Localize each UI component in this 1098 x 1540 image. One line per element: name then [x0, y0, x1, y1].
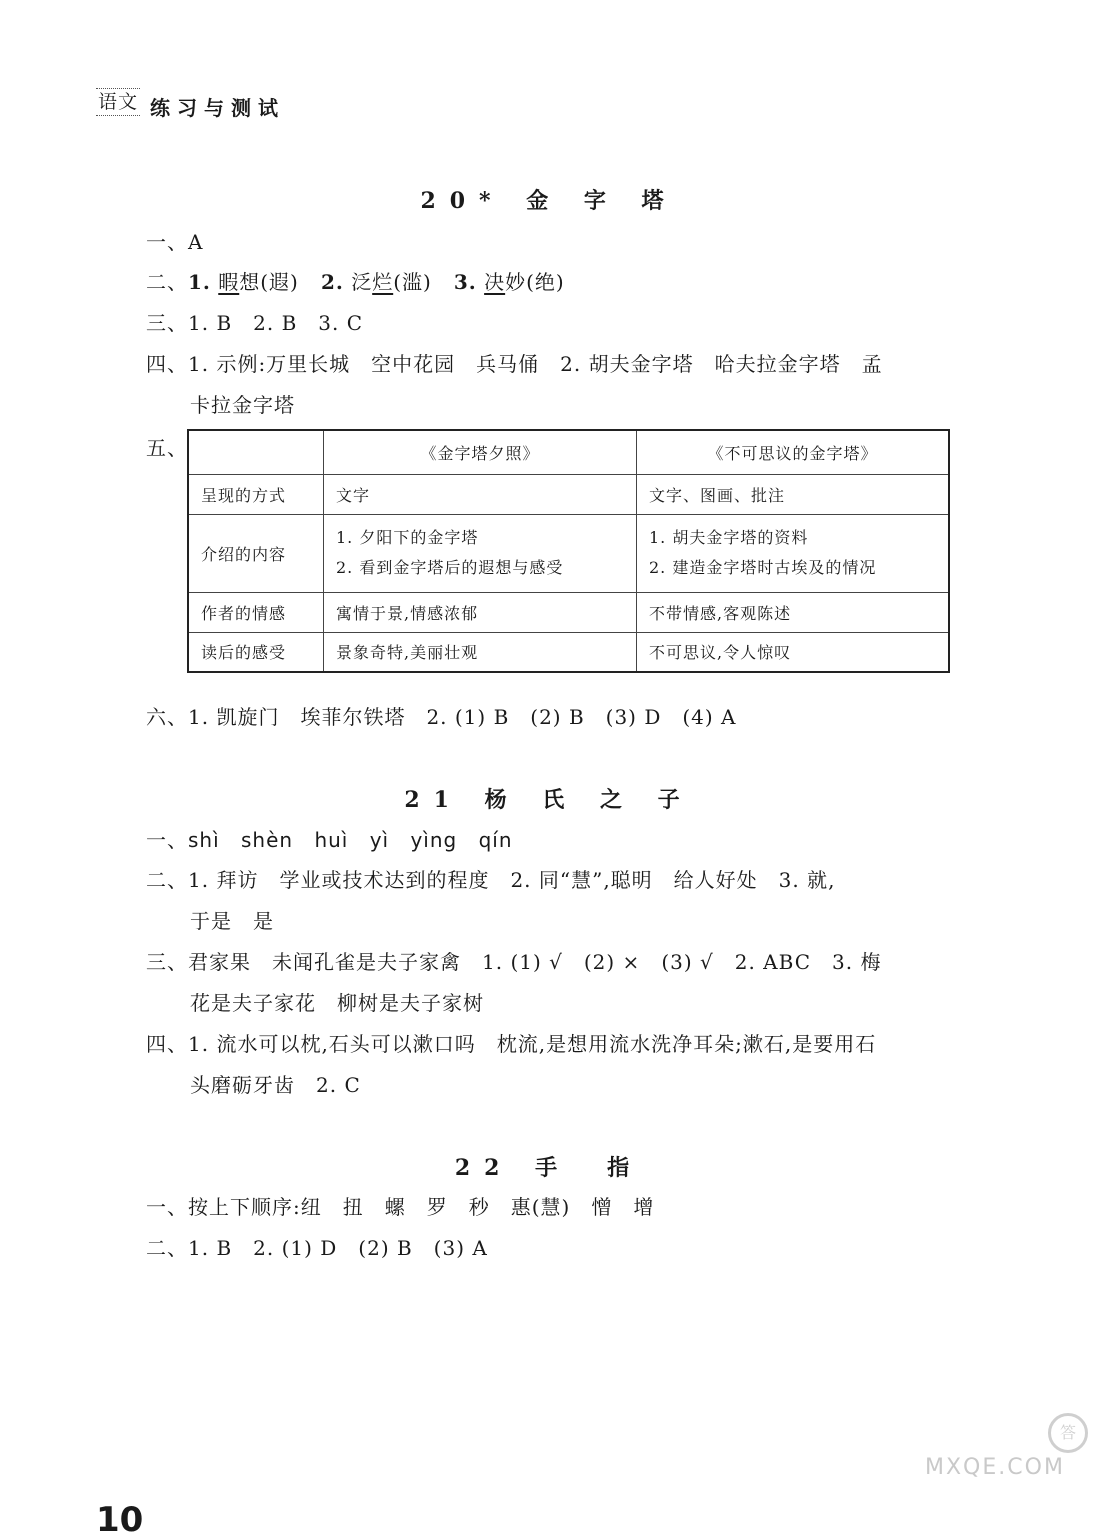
subject-tag: 语文	[96, 88, 140, 116]
answer-line: 三、1. B 2. B 3. C	[146, 311, 364, 335]
table-row	[188, 632, 949, 672]
table-corner-cell	[188, 430, 324, 474]
answer-line: 二、1. 拜访 学业或技术达到的程度 2. 同“慧”,聪明 给人好处 3. 就,	[146, 868, 836, 892]
section-title-21: 21 杨 氏 之 子	[404, 787, 694, 813]
underlined-char: 暇	[218, 270, 240, 294]
table-cell: 不可思议,令人惊叹	[637, 632, 950, 672]
item-number: 3.	[453, 270, 477, 294]
book-title: 练习与测试	[150, 96, 285, 120]
column-header: 《金字塔夕照》	[324, 430, 637, 474]
item-number: 1.	[188, 270, 211, 294]
answer-line: 四、1. 示例:万里长城 空中花园 兵马俑 2. 胡夫金字塔 哈夫拉金字塔 孟	[146, 352, 883, 376]
table-cell: 不带情感,客观陈述	[637, 592, 950, 632]
table-row	[188, 592, 949, 632]
answer-line: 三、君家果 未闻孔雀是夫子家禽 1. (1) √ (2) × (3) √ 2. ABC 3. 梅	[146, 950, 882, 974]
answer-line-continued: 花是夫子家花 柳树是夫子家树	[190, 991, 484, 1015]
table-row	[188, 474, 949, 514]
table-header-row	[188, 430, 949, 474]
item-number: 2.	[320, 270, 344, 294]
answer-text: 妙(绝)	[505, 270, 565, 294]
answer-line: 一、A	[146, 230, 204, 254]
watermark: MXQE.COM	[925, 1455, 1065, 1480]
answer-line: 六、1. 凯旋门 埃菲尔铁塔 2. (1) B (2) B (3) D (4) A	[146, 705, 737, 729]
answer-line: 二、1. B 2. (1) D (2) B (3) A	[146, 1236, 488, 1260]
row-label: 作者的情感	[188, 592, 324, 632]
table-cell	[324, 514, 637, 592]
row-label: 读后的感受	[188, 632, 324, 672]
answer-line-continued: 卡拉金字塔	[190, 393, 295, 417]
page-number: 10	[96, 1500, 144, 1540]
row-label: 介绍的内容	[188, 514, 324, 592]
comparison-table	[187, 429, 950, 673]
column-header: 《不可思议的金字塔》	[637, 430, 950, 474]
section-title-20: 20* 金 字 塔	[420, 188, 678, 214]
table-cell	[637, 514, 950, 592]
underlined-char: 决	[484, 270, 506, 294]
question-number: 一、	[146, 828, 188, 852]
cell-line: 2. 建造金字塔时古埃及的情况	[649, 558, 877, 577]
answer-line-continued: 于是 是	[190, 909, 274, 933]
answer-line	[146, 824, 513, 853]
answer-text: 泛	[351, 270, 373, 294]
cell-line: 2. 看到金字塔后的遐想与感受	[336, 558, 564, 577]
table-cell: 文字	[324, 474, 637, 514]
table-row	[188, 514, 949, 592]
cell-line: 1. 夕阳下的金字塔	[336, 528, 479, 547]
question-number: 五、	[146, 436, 188, 460]
section-title-22: 22 手 指	[454, 1155, 644, 1181]
table-cell: 寓情于景,情感浓郁	[324, 592, 637, 632]
underlined-char: 烂	[372, 270, 394, 294]
answer-line: 四、1. 流水可以枕,石头可以漱口吗 枕流,是想用流水洗净耳朵;漱石,是要用石	[146, 1032, 877, 1056]
table-cell: 景象奇特,美丽壮观	[324, 632, 637, 672]
watermark-icon: 答	[1048, 1413, 1088, 1453]
pinyin-answers: shì shèn huì yì yìng qín	[188, 828, 513, 852]
answer-text: (滥)	[393, 270, 432, 294]
answer-text: 想(遐)	[239, 270, 299, 294]
question-number: 二、	[146, 270, 188, 294]
table-cell: 文字、图画、批注	[637, 474, 950, 514]
answer-line-continued: 头磨砺牙齿 2. C	[190, 1073, 361, 1097]
row-label: 呈现的方式	[188, 474, 324, 514]
answer-line	[146, 266, 565, 295]
cell-line: 1. 胡夫金字塔的资料	[649, 528, 809, 547]
answer-line: 一、按上下顺序:纽 扭 螺 罗 秒 惠(慧) 憎 增	[146, 1195, 655, 1219]
